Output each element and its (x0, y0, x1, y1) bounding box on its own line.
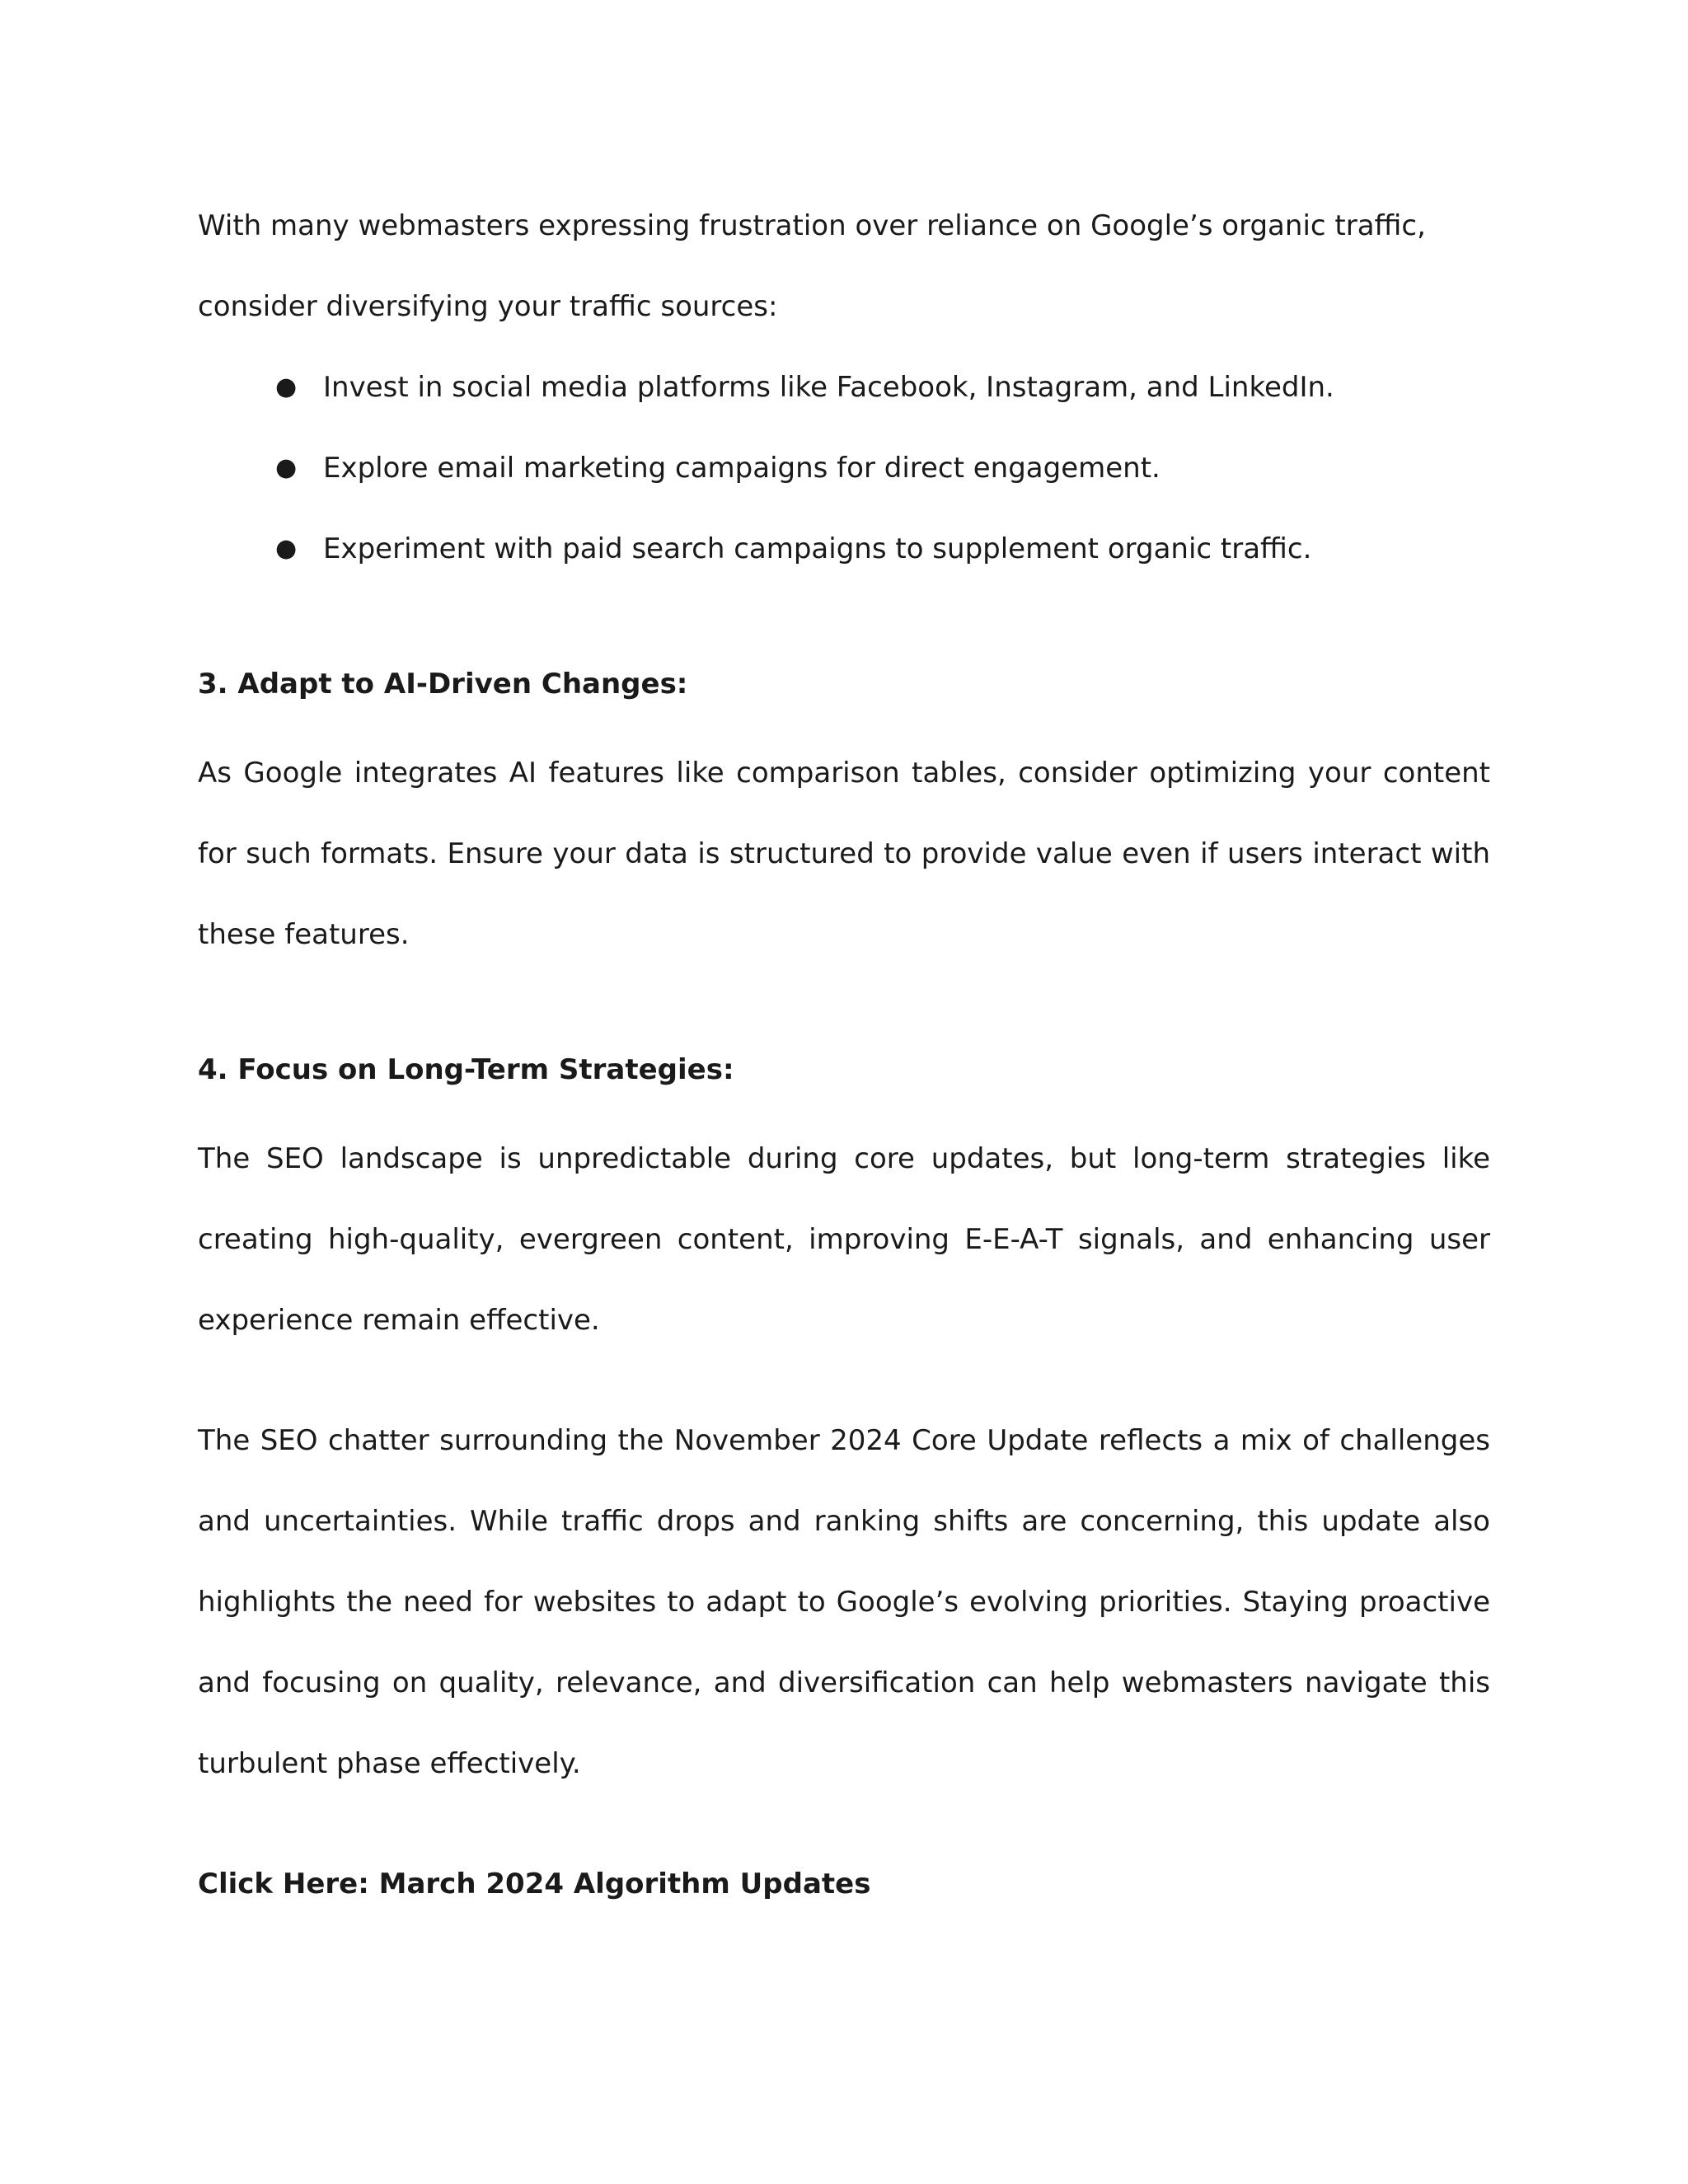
bullet-icon: ● (275, 373, 298, 401)
section-body-adapt-ai: As Google integrates AI features like comparison tables, consider optimizing your content for such formats. Ensure your data is structured to provide value even if users interact with these features. (198, 757, 1490, 951)
list-item (198, 509, 1490, 589)
list-item (198, 347, 1490, 428)
intro-paragraph: With many webmasters expressing frustration over reliance on Google’s organic traffic, consider diversifying your traffic sources: (198, 209, 1426, 323)
section-heading-adapt-ai: 3. Adapt to AI-Driven Changes: (198, 668, 688, 701)
traffic-sources-list (198, 347, 1490, 589)
conclusion-paragraph: The SEO chatter surrounding the November 2024 Core Update reflects a mix of challenges and uncertainties. While traffic drops and ranking shifts are concerning, this update also highlights the need for websites to adapt to Google’s evolving priorities. Staying proactive and focusing on quality, relevance, and diversification can help webmasters navigate this turbulent phase effectively. (198, 1424, 1490, 1780)
bullet-icon: ● (275, 453, 298, 482)
bullet-icon: ● (275, 534, 298, 563)
march-2024-updates-link[interactable]: Click Here: March 2024 Algorithm Updates (198, 1868, 871, 1900)
section-body-long-term: The SEO landscape is unpredictable during core updates, but long-term strategies like creating high-quality, evergreen content, improving E-E-A-T signals, and enhancing user experience remain effective. (198, 1142, 1490, 1337)
list-item-text: Explore email marketing campaigns for direct engagement. (323, 452, 1160, 485)
list-item (198, 428, 1490, 509)
list-item-text: Experiment with paid search campaigns to supplement organic traffic. (323, 532, 1312, 565)
list-item-text: Invest in social media platforms like Facebook, Instagram, and LinkedIn. (323, 371, 1334, 404)
document-content (198, 185, 1490, 1924)
section-heading-long-term: 4. Focus on Long-Term Strategies: (198, 1053, 734, 1086)
